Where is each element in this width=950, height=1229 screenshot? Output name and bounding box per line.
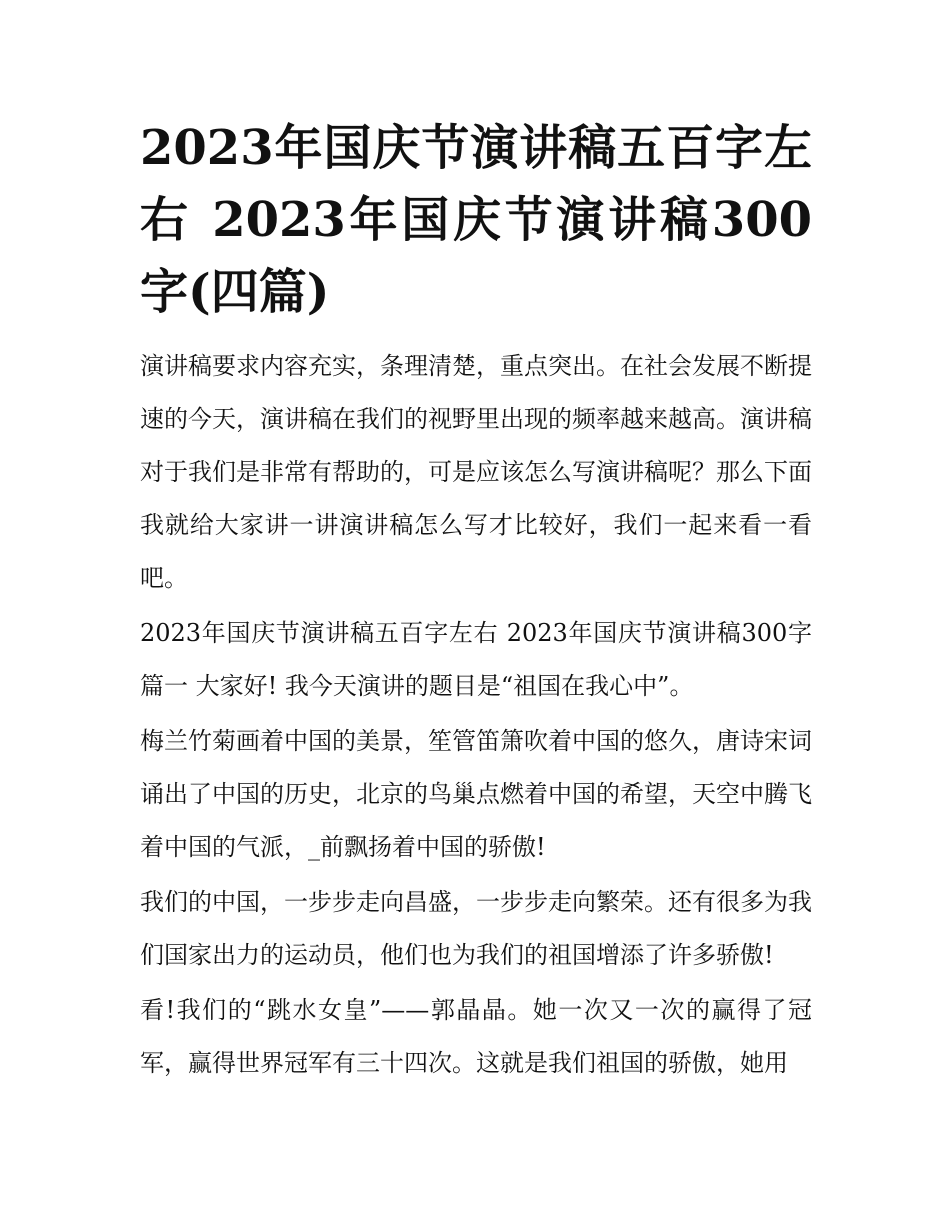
paragraph-heading-line: 2023年国庆节演讲稿五百字左右 2023年国庆节演讲稿300字篇一 大家好! 我今天演讲的题目是“祖国在我心中”。 bbox=[140, 619, 812, 700]
paragraph-intro: 演讲稿要求内容充实，条理清楚，重点突出。在社会发展不断提速的今天，演讲稿在我们的视野里出现的频率越来越高。演讲稿对于我们是非常有帮助的，可是应该怎么写演讲稿呢？那么下面我就给大家讲一讲演讲稿怎么写才比较好，我们一起来看一看吧。 bbox=[140, 352, 812, 592]
paragraph-prosperity: 我们的中国，一步步走向昌盛，一步步走向繁荣。还有很多为我们国家出力的运动员，他们也为我们的祖国增添了许多骄傲! bbox=[140, 888, 812, 969]
document-title: 2023年国庆节演讲稿五百字左右 2023年国庆节演讲稿300字(四篇) bbox=[140, 120, 812, 320]
document-page bbox=[140, 112, 812, 1092]
paragraph-scenery: 梅兰竹菊画着中国的美景，笙管笛箫吹着中国的悠久，唐诗宋词诵出了中国的历史，北京的鸟巢点燃着中国的希望，天空中腾飞着中国的气派，_前飘扬着中国的骄傲! bbox=[140, 727, 812, 861]
paragraph-guo-jingjing: 看!我们的“跳水女皇”——郭晶晶。她一次又一次的赢得了冠军，赢得世界冠军有三十四次。这就是我们祖国的骄傲，她用 bbox=[140, 996, 812, 1077]
